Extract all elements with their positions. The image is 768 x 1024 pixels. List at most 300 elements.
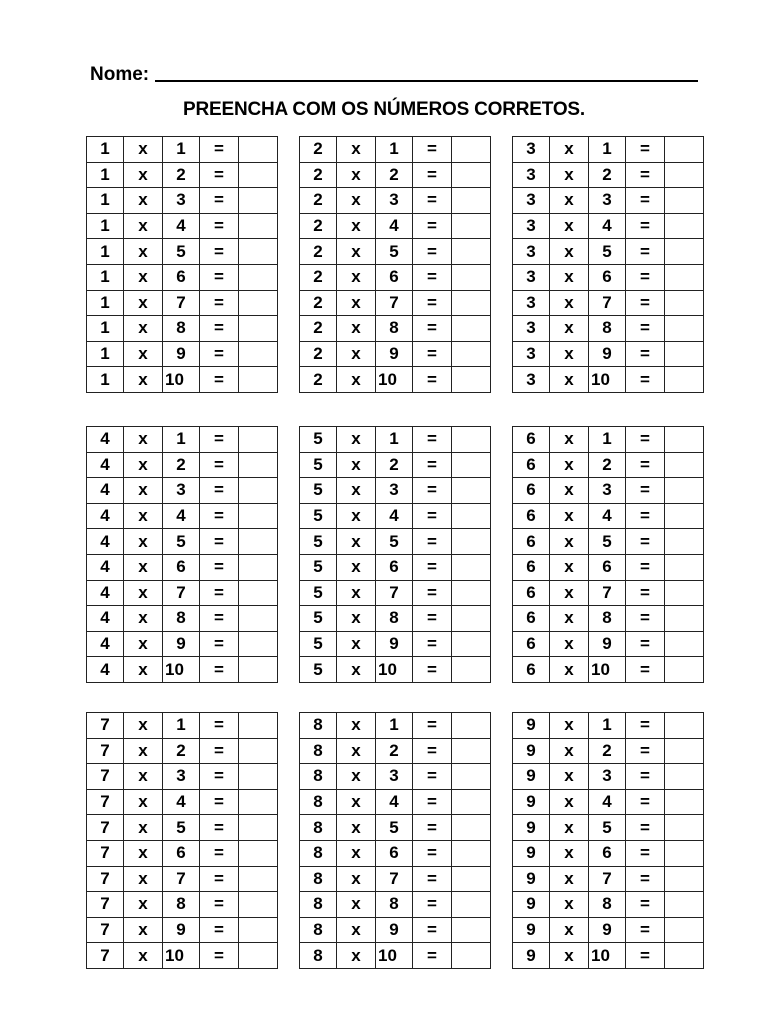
equals-sign: = (413, 789, 452, 815)
answer-cell[interactable] (239, 264, 278, 290)
table-row (87, 427, 278, 453)
times-sign: x (124, 606, 163, 632)
equals-sign: = (413, 427, 452, 453)
multiplier-number: 6 (589, 264, 626, 290)
table-row (300, 840, 491, 866)
multiplier-number: 7 (589, 290, 626, 316)
table-row (513, 529, 704, 555)
equals-sign: = (413, 452, 452, 478)
answer-cell[interactable] (452, 264, 491, 290)
table-row (300, 789, 491, 815)
base-number: 7 (87, 866, 124, 892)
table-row (300, 452, 491, 478)
times-sign: x (337, 789, 376, 815)
multiplier-number: 10 (589, 943, 626, 969)
times-table-grid (299, 136, 491, 393)
equals-sign: = (200, 917, 239, 943)
times-sign: x (550, 503, 589, 529)
multiplier-number: 9 (376, 917, 413, 943)
multiplier-number: 1 (589, 713, 626, 739)
answer-cell[interactable] (239, 866, 278, 892)
table-row (87, 580, 278, 606)
multiplier-number: 8 (163, 892, 200, 918)
table-row (87, 529, 278, 555)
multiplier-number: 1 (589, 427, 626, 453)
equals-sign: = (413, 738, 452, 764)
answer-cell[interactable] (665, 892, 704, 918)
answer-cell[interactable] (452, 290, 491, 316)
answer-cell[interactable] (239, 188, 278, 214)
multiplier-number: 3 (163, 764, 200, 790)
times-sign: x (337, 162, 376, 188)
answer-cell[interactable] (452, 892, 491, 918)
equals-sign: = (200, 713, 239, 739)
equals-sign: = (200, 341, 239, 367)
answer-cell[interactable] (239, 452, 278, 478)
table-row (87, 503, 278, 529)
answer-cell[interactable] (452, 815, 491, 841)
multiplier-number: 3 (163, 188, 200, 214)
base-number: 6 (513, 554, 550, 580)
answer-cell[interactable] (665, 764, 704, 790)
answer-cell[interactable] (665, 316, 704, 342)
table-row (300, 657, 491, 683)
answer-cell[interactable] (665, 503, 704, 529)
table-row (300, 815, 491, 841)
answer-cell[interactable] (665, 738, 704, 764)
times-sign: x (337, 580, 376, 606)
answer-cell[interactable] (452, 239, 491, 265)
answer-cell[interactable] (665, 239, 704, 265)
answer-cell[interactable] (239, 162, 278, 188)
answer-cell[interactable] (665, 452, 704, 478)
answer-cell[interactable] (452, 713, 491, 739)
times-sign: x (550, 789, 589, 815)
answer-cell[interactable] (452, 213, 491, 239)
base-number: 6 (513, 631, 550, 657)
multiplier-number: 1 (163, 427, 200, 453)
table-row (87, 764, 278, 790)
times-sign: x (550, 866, 589, 892)
times-table-2 (299, 136, 485, 393)
equals-sign: = (413, 213, 452, 239)
answer-cell[interactable] (665, 367, 704, 393)
base-number: 2 (300, 290, 337, 316)
equals-sign: = (413, 367, 452, 393)
table-row (87, 631, 278, 657)
answer-cell[interactable] (239, 290, 278, 316)
base-number: 5 (300, 452, 337, 478)
base-number: 1 (87, 367, 124, 393)
base-number: 1 (87, 213, 124, 239)
base-number: 7 (87, 713, 124, 739)
times-sign: x (550, 213, 589, 239)
name-field-line[interactable] (155, 62, 698, 82)
multiplier-number: 10 (589, 657, 626, 683)
multiplier-number: 3 (589, 764, 626, 790)
answer-cell[interactable] (452, 529, 491, 555)
table-row (87, 943, 278, 969)
table-row (300, 943, 491, 969)
times-sign: x (337, 943, 376, 969)
multiplier-number: 7 (163, 580, 200, 606)
times-sign: x (550, 137, 589, 163)
multiplier-number: 4 (163, 213, 200, 239)
table-row (513, 738, 704, 764)
multiplier-number: 2 (163, 738, 200, 764)
answer-cell[interactable] (239, 554, 278, 580)
answer-cell[interactable] (452, 789, 491, 815)
table-row (87, 162, 278, 188)
equals-sign: = (200, 606, 239, 632)
multiplier-number: 7 (376, 580, 413, 606)
answer-cell[interactable] (452, 316, 491, 342)
times-sign: x (337, 316, 376, 342)
answer-cell[interactable] (665, 580, 704, 606)
answer-cell[interactable] (665, 213, 704, 239)
answer-cell[interactable] (665, 866, 704, 892)
multiplier-number: 9 (589, 341, 626, 367)
times-sign: x (337, 738, 376, 764)
equals-sign: = (413, 239, 452, 265)
times-table-4 (86, 426, 272, 683)
base-number: 6 (513, 503, 550, 529)
answer-cell[interactable] (452, 866, 491, 892)
answer-cell[interactable] (665, 917, 704, 943)
answer-cell[interactable] (239, 943, 278, 969)
answer-cell[interactable] (452, 367, 491, 393)
table-row (87, 478, 278, 504)
times-sign: x (550, 917, 589, 943)
base-number: 4 (87, 554, 124, 580)
answer-cell[interactable] (239, 503, 278, 529)
times-sign: x (337, 764, 376, 790)
multiplier-number: 9 (163, 917, 200, 943)
answer-cell[interactable] (239, 657, 278, 683)
equals-sign: = (413, 631, 452, 657)
times-sign: x (337, 188, 376, 214)
answer-cell[interactable] (665, 162, 704, 188)
multiplier-number: 5 (589, 815, 626, 841)
answer-cell[interactable] (239, 529, 278, 555)
base-number: 6 (513, 427, 550, 453)
table-row (300, 213, 491, 239)
answer-cell[interactable] (452, 943, 491, 969)
times-sign: x (124, 316, 163, 342)
equals-sign: = (626, 188, 665, 214)
answer-cell[interactable] (239, 239, 278, 265)
multiplier-number: 8 (589, 316, 626, 342)
times-sign: x (124, 290, 163, 316)
multiplier-number: 1 (376, 427, 413, 453)
answer-cell[interactable] (239, 840, 278, 866)
answer-cell[interactable] (452, 478, 491, 504)
table-row (300, 188, 491, 214)
multiplier-number: 2 (163, 452, 200, 478)
base-number: 1 (87, 290, 124, 316)
equals-sign: = (413, 316, 452, 342)
table-row (87, 341, 278, 367)
times-sign: x (550, 290, 589, 316)
equals-sign: = (413, 554, 452, 580)
times-sign: x (337, 264, 376, 290)
multiplier-number: 5 (163, 529, 200, 555)
answer-cell[interactable] (239, 917, 278, 943)
times-table-3 (512, 136, 698, 393)
table-row (513, 478, 704, 504)
times-table-1 (86, 136, 272, 393)
times-sign: x (550, 892, 589, 918)
base-number: 1 (87, 162, 124, 188)
answer-cell[interactable] (239, 137, 278, 163)
times-sign: x (550, 452, 589, 478)
answer-cell[interactable] (452, 580, 491, 606)
answer-cell[interactable] (452, 427, 491, 453)
base-number: 8 (300, 738, 337, 764)
answer-cell[interactable] (665, 657, 704, 683)
times-sign: x (124, 213, 163, 239)
equals-sign: = (200, 478, 239, 504)
answer-cell[interactable] (665, 606, 704, 632)
table-row (300, 137, 491, 163)
answer-cell[interactable] (452, 188, 491, 214)
table-row (87, 213, 278, 239)
answer-cell[interactable] (239, 738, 278, 764)
answer-cell[interactable] (239, 427, 278, 453)
answer-cell[interactable] (239, 478, 278, 504)
multiplier-number: 3 (376, 188, 413, 214)
table-row (300, 503, 491, 529)
times-sign: x (550, 316, 589, 342)
times-sign: x (124, 137, 163, 163)
times-sign: x (124, 815, 163, 841)
multiplier-number: 4 (163, 503, 200, 529)
multiplier-number: 5 (589, 239, 626, 265)
multiplier-number: 5 (376, 239, 413, 265)
base-number: 9 (513, 840, 550, 866)
answer-cell[interactable] (452, 840, 491, 866)
multiplier-number: 10 (163, 943, 200, 969)
equals-sign: = (200, 840, 239, 866)
base-number: 4 (87, 452, 124, 478)
table-row (513, 264, 704, 290)
table-row (513, 713, 704, 739)
times-sign: x (124, 631, 163, 657)
multiplier-number: 5 (163, 239, 200, 265)
answer-cell[interactable] (665, 478, 704, 504)
multiplier-number: 1 (163, 713, 200, 739)
equals-sign: = (413, 341, 452, 367)
table-row (300, 738, 491, 764)
base-number: 8 (300, 789, 337, 815)
answer-cell[interactable] (239, 713, 278, 739)
answer-cell[interactable] (665, 529, 704, 555)
times-sign: x (550, 738, 589, 764)
answer-cell[interactable] (665, 188, 704, 214)
table-row (87, 452, 278, 478)
multiplier-number: 1 (589, 137, 626, 163)
base-number: 3 (513, 162, 550, 188)
times-sign: x (124, 478, 163, 504)
base-number: 3 (513, 188, 550, 214)
times-sign: x (550, 188, 589, 214)
table-row (300, 341, 491, 367)
answer-cell[interactable] (665, 840, 704, 866)
multiplier-number: 10 (589, 367, 626, 393)
base-number: 8 (300, 917, 337, 943)
answer-cell[interactable] (665, 943, 704, 969)
answer-cell[interactable] (665, 137, 704, 163)
times-sign: x (550, 341, 589, 367)
multiplier-number: 4 (589, 503, 626, 529)
answer-cell[interactable] (452, 503, 491, 529)
base-number: 4 (87, 657, 124, 683)
table-row (300, 239, 491, 265)
answer-cell[interactable] (239, 341, 278, 367)
times-sign: x (550, 815, 589, 841)
answer-cell[interactable] (665, 789, 704, 815)
answer-cell[interactable] (239, 815, 278, 841)
equals-sign: = (200, 892, 239, 918)
answer-cell[interactable] (452, 137, 491, 163)
times-sign: x (337, 892, 376, 918)
equals-sign: = (200, 764, 239, 790)
base-number: 2 (300, 316, 337, 342)
equals-sign: = (200, 162, 239, 188)
answer-cell[interactable] (452, 917, 491, 943)
answer-cell[interactable] (452, 452, 491, 478)
table-row (300, 580, 491, 606)
times-sign: x (337, 367, 376, 393)
times-sign: x (337, 606, 376, 632)
multiplier-number: 6 (376, 264, 413, 290)
equals-sign: = (626, 917, 665, 943)
multiplier-number: 4 (376, 503, 413, 529)
equals-sign: = (413, 840, 452, 866)
base-number: 5 (300, 657, 337, 683)
table-row (87, 840, 278, 866)
table-row (513, 840, 704, 866)
times-sign: x (124, 188, 163, 214)
equals-sign: = (626, 239, 665, 265)
base-number: 4 (87, 478, 124, 504)
answer-cell[interactable] (452, 657, 491, 683)
times-sign: x (337, 290, 376, 316)
times-sign: x (337, 713, 376, 739)
times-table-grid (512, 136, 704, 393)
base-number: 9 (513, 815, 550, 841)
base-number: 5 (300, 427, 337, 453)
base-number: 2 (300, 162, 337, 188)
answer-cell[interactable] (452, 738, 491, 764)
answer-cell[interactable] (452, 764, 491, 790)
times-table-6 (512, 426, 698, 683)
times-sign: x (337, 452, 376, 478)
answer-cell[interactable] (239, 606, 278, 632)
equals-sign: = (200, 290, 239, 316)
base-number: 7 (87, 764, 124, 790)
equals-sign: = (413, 815, 452, 841)
table-row (513, 137, 704, 163)
equals-sign: = (200, 554, 239, 580)
multiplier-number: 8 (376, 892, 413, 918)
answer-cell[interactable] (239, 631, 278, 657)
equals-sign: = (200, 503, 239, 529)
table-row (513, 606, 704, 632)
multiplier-number: 5 (376, 529, 413, 555)
multiplier-number: 7 (376, 866, 413, 892)
table-row (300, 713, 491, 739)
multiplier-number: 1 (376, 713, 413, 739)
answer-cell[interactable] (239, 213, 278, 239)
table-row (513, 764, 704, 790)
answer-cell[interactable] (452, 631, 491, 657)
base-number: 1 (87, 188, 124, 214)
base-number: 1 (87, 341, 124, 367)
answer-cell[interactable] (452, 606, 491, 632)
multiplier-number: 9 (163, 341, 200, 367)
answer-cell[interactable] (452, 341, 491, 367)
times-sign: x (337, 866, 376, 892)
times-sign: x (550, 529, 589, 555)
base-number: 5 (300, 631, 337, 657)
table-row (513, 917, 704, 943)
answer-cell[interactable] (665, 341, 704, 367)
multiplier-number: 10 (163, 367, 200, 393)
multiplier-number: 4 (376, 213, 413, 239)
times-sign: x (550, 478, 589, 504)
base-number: 8 (300, 943, 337, 969)
multiplier-number: 2 (376, 738, 413, 764)
answer-cell[interactable] (665, 815, 704, 841)
answer-cell[interactable] (239, 764, 278, 790)
answer-cell[interactable] (239, 789, 278, 815)
table-row (513, 503, 704, 529)
times-sign: x (124, 427, 163, 453)
answer-cell[interactable] (665, 290, 704, 316)
table-row (513, 892, 704, 918)
base-number: 4 (87, 427, 124, 453)
answer-cell[interactable] (239, 580, 278, 606)
answer-cell[interactable] (452, 554, 491, 580)
equals-sign: = (413, 162, 452, 188)
table-row (87, 554, 278, 580)
answer-cell[interactable] (239, 892, 278, 918)
multiplier-number: 10 (376, 943, 413, 969)
answer-cell[interactable] (239, 367, 278, 393)
table-row (513, 290, 704, 316)
answer-cell[interactable] (665, 264, 704, 290)
times-sign: x (124, 162, 163, 188)
answer-cell[interactable] (665, 631, 704, 657)
times-table-8 (299, 712, 485, 969)
equals-sign: = (626, 316, 665, 342)
answer-cell[interactable] (452, 162, 491, 188)
times-sign: x (550, 239, 589, 265)
times-sign: x (124, 840, 163, 866)
answer-cell[interactable] (665, 554, 704, 580)
equals-sign: = (413, 503, 452, 529)
answer-cell[interactable] (665, 713, 704, 739)
equals-sign: = (200, 367, 239, 393)
equals-sign: = (626, 789, 665, 815)
table-row (513, 239, 704, 265)
table-row (87, 239, 278, 265)
base-number: 2 (300, 264, 337, 290)
answer-cell[interactable] (665, 427, 704, 453)
answer-cell[interactable] (239, 316, 278, 342)
times-sign: x (337, 239, 376, 265)
